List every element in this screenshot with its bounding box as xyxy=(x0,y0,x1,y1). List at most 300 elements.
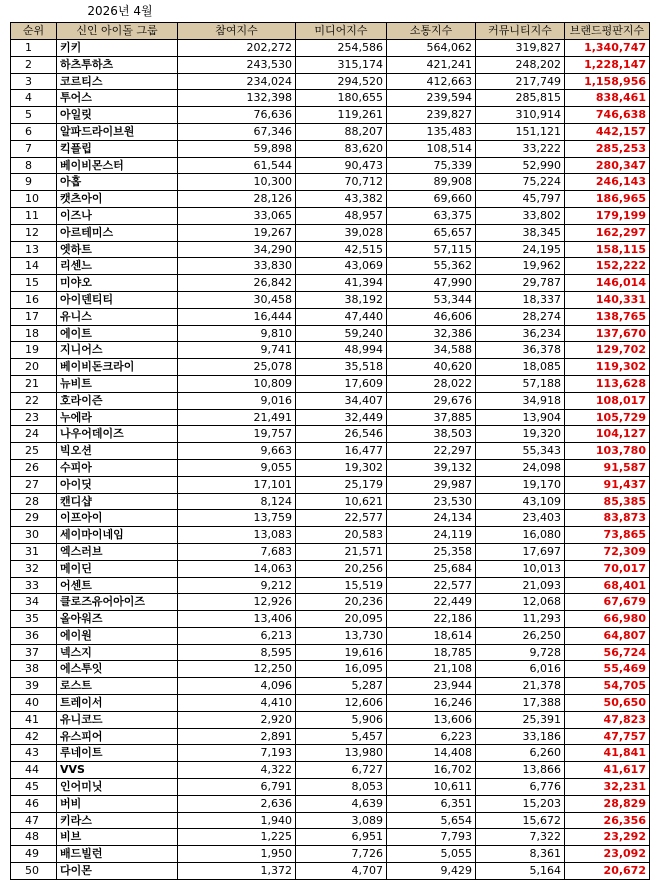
participation-cell: 10,300 xyxy=(178,174,296,191)
community-cell: 13,904 xyxy=(476,409,565,426)
group-name-cell: 트레이서 xyxy=(57,695,178,712)
table-row xyxy=(11,695,650,712)
table-row xyxy=(11,476,650,493)
table-row xyxy=(11,846,650,863)
table-row xyxy=(11,359,650,376)
communication-cell: 135,483 xyxy=(387,123,476,140)
brand-index-cell: 158,115 xyxy=(565,241,650,258)
group-name-cell: 엑스러브 xyxy=(57,543,178,560)
participation-cell: 13,759 xyxy=(178,510,296,527)
participation-cell: 34,290 xyxy=(178,241,296,258)
communication-cell: 29,676 xyxy=(387,392,476,409)
rank-cell: 37 xyxy=(11,644,57,661)
brand-index-cell: 746,638 xyxy=(565,107,650,124)
communication-cell: 5,055 xyxy=(387,846,476,863)
brand-index-cell: 85,385 xyxy=(565,493,650,510)
table-row xyxy=(11,56,650,73)
group-name-cell: 유니스 xyxy=(57,308,178,325)
brand-index-cell: 26,356 xyxy=(565,812,650,829)
rank-cell: 46 xyxy=(11,795,57,812)
media-cell: 35,518 xyxy=(296,359,387,376)
table-row xyxy=(11,426,650,443)
media-cell: 294,520 xyxy=(296,73,387,90)
rank-cell: 26 xyxy=(11,459,57,476)
community-cell: 15,672 xyxy=(476,812,565,829)
community-cell: 19,320 xyxy=(476,426,565,443)
media-cell: 42,515 xyxy=(296,241,387,258)
rank-cell: 45 xyxy=(11,779,57,796)
communication-cell: 24,134 xyxy=(387,510,476,527)
media-cell: 7,726 xyxy=(296,846,387,863)
communication-cell: 22,297 xyxy=(387,443,476,460)
rank-cell: 38 xyxy=(11,661,57,678)
communication-cell: 564,062 xyxy=(387,40,476,57)
media-cell: 17,609 xyxy=(296,375,387,392)
table-row xyxy=(11,527,650,544)
rank-cell: 23 xyxy=(11,409,57,426)
media-cell: 5,287 xyxy=(296,678,387,695)
media-cell: 43,069 xyxy=(296,258,387,275)
brand-index-cell: 1,158,956 xyxy=(565,73,650,90)
table-row xyxy=(11,627,650,644)
community-cell: 55,343 xyxy=(476,443,565,460)
group-name-cell: 유스피어 xyxy=(57,728,178,745)
brand-index-cell: 28,829 xyxy=(565,795,650,812)
community-cell: 10,013 xyxy=(476,560,565,577)
rank-cell: 11 xyxy=(11,207,57,224)
participation-cell: 6,791 xyxy=(178,779,296,796)
participation-cell: 59,898 xyxy=(178,140,296,157)
table-row xyxy=(11,140,650,157)
participation-cell: 61,544 xyxy=(178,157,296,174)
communication-cell: 10,611 xyxy=(387,779,476,796)
community-cell: 24,195 xyxy=(476,241,565,258)
brand-reputation-table xyxy=(10,22,650,880)
table-row xyxy=(11,543,650,560)
participation-cell: 2,891 xyxy=(178,728,296,745)
community-cell: 57,188 xyxy=(476,375,565,392)
group-name-cell: 엣하트 xyxy=(57,241,178,258)
rank-cell: 18 xyxy=(11,325,57,342)
group-name-cell: 코르티스 xyxy=(57,73,178,90)
header-brand-index: 브랜드평판지수 xyxy=(565,23,650,40)
media-cell: 70,712 xyxy=(296,174,387,191)
media-cell: 5,906 xyxy=(296,711,387,728)
rank-cell: 50 xyxy=(11,863,57,880)
communication-cell: 6,351 xyxy=(387,795,476,812)
table-row xyxy=(11,123,650,140)
brand-index-cell: 179,199 xyxy=(565,207,650,224)
rank-cell: 1 xyxy=(11,40,57,57)
brand-index-cell: 103,780 xyxy=(565,443,650,460)
rank-cell: 7 xyxy=(11,140,57,157)
group-name-cell: 누에라 xyxy=(57,409,178,426)
communication-cell: 69,660 xyxy=(387,191,476,208)
table-row xyxy=(11,174,650,191)
communication-cell: 29,987 xyxy=(387,476,476,493)
brand-index-cell: 162,297 xyxy=(565,224,650,241)
rank-cell: 33 xyxy=(11,577,57,594)
media-cell: 180,655 xyxy=(296,90,387,107)
group-name-cell: 버비 xyxy=(57,795,178,812)
table-row xyxy=(11,342,650,359)
communication-cell: 25,358 xyxy=(387,543,476,560)
community-cell: 36,234 xyxy=(476,325,565,342)
table-row xyxy=(11,745,650,762)
communication-cell: 57,115 xyxy=(387,241,476,258)
group-name-cell: 베이비돈크라이 xyxy=(57,359,178,376)
participation-cell: 7,193 xyxy=(178,745,296,762)
community-cell: 17,697 xyxy=(476,543,565,560)
participation-cell: 14,063 xyxy=(178,560,296,577)
communication-cell: 7,793 xyxy=(387,829,476,846)
communication-cell: 22,186 xyxy=(387,611,476,628)
community-cell: 7,322 xyxy=(476,829,565,846)
group-name-cell: 키키 xyxy=(57,40,178,57)
communication-cell: 39,132 xyxy=(387,459,476,476)
table-row xyxy=(11,711,650,728)
header-media: 미디어지수 xyxy=(296,23,387,40)
brand-index-cell: 70,017 xyxy=(565,560,650,577)
rank-cell: 6 xyxy=(11,123,57,140)
community-cell: 43,109 xyxy=(476,493,565,510)
brand-index-cell: 108,017 xyxy=(565,392,650,409)
brand-index-cell: 104,127 xyxy=(565,426,650,443)
participation-cell: 25,078 xyxy=(178,359,296,376)
group-name-cell: 아르테미스 xyxy=(57,224,178,241)
group-name-cell: 캣츠아이 xyxy=(57,191,178,208)
brand-index-cell: 119,302 xyxy=(565,359,650,376)
community-cell: 8,361 xyxy=(476,846,565,863)
media-cell: 119,261 xyxy=(296,107,387,124)
community-cell: 24,098 xyxy=(476,459,565,476)
brand-index-cell: 105,729 xyxy=(565,409,650,426)
table-row xyxy=(11,409,650,426)
rank-cell: 20 xyxy=(11,359,57,376)
rank-cell: 30 xyxy=(11,527,57,544)
communication-cell: 6,223 xyxy=(387,728,476,745)
rank-cell: 42 xyxy=(11,728,57,745)
community-cell: 19,170 xyxy=(476,476,565,493)
group-name-cell: 지니어스 xyxy=(57,342,178,359)
community-cell: 23,403 xyxy=(476,510,565,527)
community-cell: 25,391 xyxy=(476,711,565,728)
brand-index-cell: 72,309 xyxy=(565,543,650,560)
community-cell: 13,866 xyxy=(476,762,565,779)
media-cell: 13,980 xyxy=(296,745,387,762)
community-cell: 38,345 xyxy=(476,224,565,241)
community-cell: 75,224 xyxy=(476,174,565,191)
media-cell: 21,571 xyxy=(296,543,387,560)
table-row xyxy=(11,577,650,594)
rank-cell: 19 xyxy=(11,342,57,359)
media-cell: 90,473 xyxy=(296,157,387,174)
table-row xyxy=(11,443,650,460)
participation-cell: 132,398 xyxy=(178,90,296,107)
participation-cell: 2,920 xyxy=(178,711,296,728)
community-cell: 15,203 xyxy=(476,795,565,812)
table-row xyxy=(11,157,650,174)
rank-cell: 31 xyxy=(11,543,57,560)
brand-index-cell: 73,865 xyxy=(565,527,650,544)
group-name-cell: 아홉 xyxy=(57,174,178,191)
media-cell: 16,095 xyxy=(296,661,387,678)
brand-index-cell: 50,650 xyxy=(565,695,650,712)
rank-cell: 2 xyxy=(11,56,57,73)
rank-cell: 21 xyxy=(11,375,57,392)
community-cell: 21,093 xyxy=(476,577,565,594)
rank-cell: 28 xyxy=(11,493,57,510)
group-name-cell: 리센느 xyxy=(57,258,178,275)
participation-cell: 1,950 xyxy=(178,846,296,863)
participation-cell: 7,683 xyxy=(178,543,296,560)
media-cell: 254,586 xyxy=(296,40,387,57)
rank-cell: 13 xyxy=(11,241,57,258)
community-cell: 18,085 xyxy=(476,359,565,376)
communication-cell: 46,606 xyxy=(387,308,476,325)
rank-cell: 12 xyxy=(11,224,57,241)
media-cell: 19,616 xyxy=(296,644,387,661)
rank-cell: 44 xyxy=(11,762,57,779)
communication-cell: 32,386 xyxy=(387,325,476,342)
community-cell: 33,186 xyxy=(476,728,565,745)
participation-cell: 12,926 xyxy=(178,594,296,611)
group-name-cell: 에이트 xyxy=(57,325,178,342)
media-cell: 39,028 xyxy=(296,224,387,241)
media-cell: 5,457 xyxy=(296,728,387,745)
media-cell: 32,449 xyxy=(296,409,387,426)
brand-index-cell: 280,347 xyxy=(565,157,650,174)
communication-cell: 38,503 xyxy=(387,426,476,443)
media-cell: 22,577 xyxy=(296,510,387,527)
rank-cell: 41 xyxy=(11,711,57,728)
table-row xyxy=(11,510,650,527)
table-row xyxy=(11,258,650,275)
participation-cell: 13,406 xyxy=(178,611,296,628)
participation-cell: 4,322 xyxy=(178,762,296,779)
communication-cell: 24,119 xyxy=(387,527,476,544)
table-row xyxy=(11,375,650,392)
communication-cell: 21,108 xyxy=(387,661,476,678)
participation-cell: 17,101 xyxy=(178,476,296,493)
table-row xyxy=(11,594,650,611)
media-cell: 3,089 xyxy=(296,812,387,829)
media-cell: 4,707 xyxy=(296,863,387,880)
community-cell: 19,962 xyxy=(476,258,565,275)
table-row xyxy=(11,73,650,90)
participation-cell: 9,663 xyxy=(178,443,296,460)
communication-cell: 23,530 xyxy=(387,493,476,510)
communication-cell: 63,375 xyxy=(387,207,476,224)
media-cell: 41,394 xyxy=(296,275,387,292)
community-cell: 28,274 xyxy=(476,308,565,325)
table-row xyxy=(11,678,650,695)
media-cell: 12,606 xyxy=(296,695,387,712)
participation-cell: 202,272 xyxy=(178,40,296,57)
participation-cell: 234,024 xyxy=(178,73,296,90)
participation-cell: 6,213 xyxy=(178,627,296,644)
media-cell: 38,192 xyxy=(296,291,387,308)
community-cell: 310,914 xyxy=(476,107,565,124)
communication-cell: 16,246 xyxy=(387,695,476,712)
brand-index-cell: 47,823 xyxy=(565,711,650,728)
participation-cell: 243,530 xyxy=(178,56,296,73)
community-cell: 5,164 xyxy=(476,863,565,880)
table-row xyxy=(11,207,650,224)
participation-cell: 26,842 xyxy=(178,275,296,292)
media-cell: 88,207 xyxy=(296,123,387,140)
brand-index-cell: 1,228,147 xyxy=(565,56,650,73)
communication-cell: 239,594 xyxy=(387,90,476,107)
community-cell: 33,802 xyxy=(476,207,565,224)
rank-cell: 16 xyxy=(11,291,57,308)
media-cell: 43,382 xyxy=(296,191,387,208)
participation-cell: 13,083 xyxy=(178,527,296,544)
group-name-cell: 미야오 xyxy=(57,275,178,292)
communication-cell: 23,944 xyxy=(387,678,476,695)
media-cell: 4,639 xyxy=(296,795,387,812)
table-row xyxy=(11,795,650,812)
media-cell: 48,957 xyxy=(296,207,387,224)
table-row xyxy=(11,611,650,628)
communication-cell: 53,344 xyxy=(387,291,476,308)
participation-cell: 21,491 xyxy=(178,409,296,426)
community-cell: 11,293 xyxy=(476,611,565,628)
community-cell: 26,250 xyxy=(476,627,565,644)
rank-cell: 29 xyxy=(11,510,57,527)
participation-cell: 4,410 xyxy=(178,695,296,712)
group-name-cell: 비브 xyxy=(57,829,178,846)
group-name-cell: 캔디샵 xyxy=(57,493,178,510)
participation-cell: 28,126 xyxy=(178,191,296,208)
rank-cell: 39 xyxy=(11,678,57,695)
rank-cell: 48 xyxy=(11,829,57,846)
brand-index-cell: 91,437 xyxy=(565,476,650,493)
group-name-cell: 호라이즌 xyxy=(57,392,178,409)
community-cell: 45,797 xyxy=(476,191,565,208)
media-cell: 47,440 xyxy=(296,308,387,325)
table-row xyxy=(11,812,650,829)
community-cell: 151,121 xyxy=(476,123,565,140)
brand-index-cell: 41,841 xyxy=(565,745,650,762)
rank-cell: 4 xyxy=(11,90,57,107)
table-row xyxy=(11,90,650,107)
rank-cell: 34 xyxy=(11,594,57,611)
participation-cell: 9,741 xyxy=(178,342,296,359)
community-cell: 6,016 xyxy=(476,661,565,678)
participation-cell: 9,810 xyxy=(178,325,296,342)
group-name-cell: 아이덴티티 xyxy=(57,291,178,308)
group-name-cell: 배드빌런 xyxy=(57,846,178,863)
table-row xyxy=(11,661,650,678)
brand-index-cell: 23,292 xyxy=(565,829,650,846)
participation-cell: 19,757 xyxy=(178,426,296,443)
community-cell: 285,815 xyxy=(476,90,565,107)
rank-cell: 49 xyxy=(11,846,57,863)
table-row xyxy=(11,325,650,342)
table-row xyxy=(11,493,650,510)
media-cell: 13,730 xyxy=(296,627,387,644)
group-name-cell: 나우어데이즈 xyxy=(57,426,178,443)
rank-cell: 8 xyxy=(11,157,57,174)
table-row xyxy=(11,224,650,241)
rank-cell: 22 xyxy=(11,392,57,409)
group-name-cell: 클로즈유어아이즈 xyxy=(57,594,178,611)
communication-cell: 18,785 xyxy=(387,644,476,661)
group-name-cell: 에이원 xyxy=(57,627,178,644)
group-name-cell: 로스트 xyxy=(57,678,178,695)
media-cell: 20,095 xyxy=(296,611,387,628)
community-cell: 6,260 xyxy=(476,745,565,762)
community-cell: 12,068 xyxy=(476,594,565,611)
brand-index-cell: 32,231 xyxy=(565,779,650,796)
rank-cell: 47 xyxy=(11,812,57,829)
media-cell: 25,179 xyxy=(296,476,387,493)
group-name-cell: 다이몬 xyxy=(57,863,178,880)
group-name-cell: 아이딧 xyxy=(57,476,178,493)
table-caption: 2026년 4월 xyxy=(87,4,153,18)
media-cell: 83,620 xyxy=(296,140,387,157)
communication-cell: 65,657 xyxy=(387,224,476,241)
media-cell: 59,240 xyxy=(296,325,387,342)
community-cell: 9,728 xyxy=(476,644,565,661)
media-cell: 26,546 xyxy=(296,426,387,443)
participation-cell: 1,372 xyxy=(178,863,296,880)
brand-index-cell: 1,340,747 xyxy=(565,40,650,57)
group-name-cell: 키라스 xyxy=(57,812,178,829)
communication-cell: 5,654 xyxy=(387,812,476,829)
community-cell: 248,202 xyxy=(476,56,565,73)
communication-cell: 22,449 xyxy=(387,594,476,611)
community-cell: 6,776 xyxy=(476,779,565,796)
media-cell: 10,621 xyxy=(296,493,387,510)
group-name-cell: 이즈나 xyxy=(57,207,178,224)
group-name-cell: 세이마이네임 xyxy=(57,527,178,544)
table-row xyxy=(11,829,650,846)
community-cell: 33,222 xyxy=(476,140,565,157)
participation-cell: 9,016 xyxy=(178,392,296,409)
community-cell: 16,080 xyxy=(476,527,565,544)
communication-cell: 18,614 xyxy=(387,627,476,644)
participation-cell: 19,267 xyxy=(178,224,296,241)
brand-index-cell: 56,724 xyxy=(565,644,650,661)
media-cell: 34,407 xyxy=(296,392,387,409)
table-row xyxy=(11,191,650,208)
media-cell: 315,174 xyxy=(296,56,387,73)
community-cell: 217,749 xyxy=(476,73,565,90)
header-community: 커뮤니티지수 xyxy=(476,23,565,40)
brand-index-cell: 146,014 xyxy=(565,275,650,292)
participation-cell: 33,065 xyxy=(178,207,296,224)
group-name-cell: 하츠투하츠 xyxy=(57,56,178,73)
brand-index-cell: 23,092 xyxy=(565,846,650,863)
media-cell: 20,236 xyxy=(296,594,387,611)
participation-cell: 9,212 xyxy=(178,577,296,594)
media-cell: 48,994 xyxy=(296,342,387,359)
brand-index-cell: 285,253 xyxy=(565,140,650,157)
group-name-cell: 알파드라이브원 xyxy=(57,123,178,140)
rank-cell: 15 xyxy=(11,275,57,292)
brand-index-cell: 20,672 xyxy=(565,863,650,880)
rank-cell: 3 xyxy=(11,73,57,90)
brand-index-cell: 64,807 xyxy=(565,627,650,644)
communication-cell: 40,620 xyxy=(387,359,476,376)
rank-cell: 10 xyxy=(11,191,57,208)
media-cell: 6,727 xyxy=(296,762,387,779)
rank-cell: 17 xyxy=(11,308,57,325)
brand-index-cell: 113,628 xyxy=(565,375,650,392)
communication-cell: 421,241 xyxy=(387,56,476,73)
